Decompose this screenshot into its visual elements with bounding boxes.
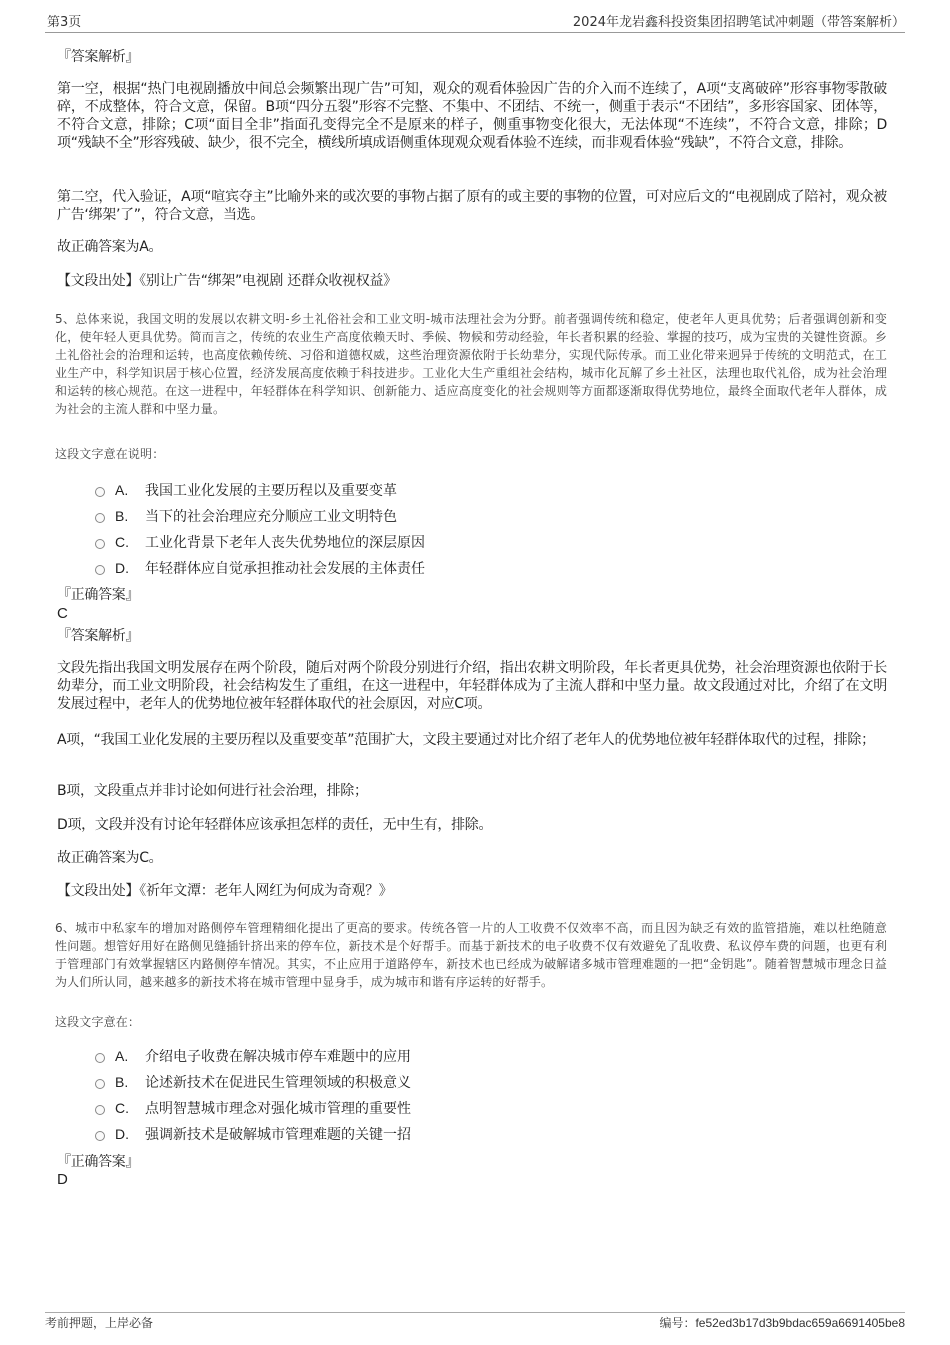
- analysis-label: 『答案解析』: [57, 49, 140, 65]
- radio-icon[interactable]: [95, 539, 105, 549]
- conclusion: 故正确答案为C。: [57, 850, 163, 866]
- option-b[interactable]: [95, 506, 397, 526]
- correct-answer-label: 『正确答案』: [57, 587, 140, 603]
- page-number: 第3页: [47, 15, 82, 30]
- option-c[interactable]: [95, 1098, 411, 1118]
- option-letter: A.: [115, 482, 129, 498]
- option-d[interactable]: [95, 1124, 411, 1144]
- source: 【文段出处】《祈年文潭：老年人网红为何成为奇观？》: [57, 883, 393, 899]
- option-d[interactable]: [95, 558, 425, 578]
- radio-icon[interactable]: [95, 1105, 105, 1115]
- source: 【文段出处】《别让广告“绑架”电视剧 还群众收视权益》: [57, 273, 397, 289]
- option-text: 当下的社会治理应充分顺应工业文明特色: [145, 509, 397, 525]
- analysis-paragraph: D项，文段并没有讨论年轻群体应该承担怎样的责任，无中生有，排除。: [57, 817, 493, 833]
- option-a[interactable]: [95, 1046, 411, 1066]
- footer-divider: [45, 1312, 905, 1313]
- analysis-paragraph: 第二空，代入验证，A项“喧宾夺主”比喻外来的或次要的事物占据了原有的或主要的事物的位置，可对应后文的“电视剧成了陪衬，观众被广告‘绑架’了”，符合文意，当选。: [57, 189, 887, 223]
- option-text: 年轻群体应自觉承担推动社会发展的主体责任: [145, 561, 425, 577]
- radio-icon[interactable]: [95, 513, 105, 523]
- option-text: 我国工业化发展的主要历程以及重要变革: [145, 483, 397, 499]
- correct-answer-label: 『正确答案』: [57, 1154, 140, 1170]
- option-letter: A.: [115, 1048, 129, 1064]
- option-a[interactable]: [95, 480, 397, 500]
- analysis-paragraph: 文段先指出我国文明发展存在两个阶段，随后对两个阶段分别进行介绍，指出农耕文明阶段，年长者更具优势，社会治理资源也依附于长幼辈分，而工业文明阶段，社会结构发生了重组，在这一进程中，年轻群体成为了主流人群和中坚力量。故文段通过对比，介绍了在文明发展过程中，老年人的优势地位被年轻群体取代的社会原因，对应C项。: [57, 660, 887, 712]
- question-prompt: 这段文字意在：: [55, 1015, 141, 1029]
- conclusion: 故正确答案为A。: [57, 239, 163, 255]
- header-divider: [45, 32, 905, 33]
- radio-icon[interactable]: [95, 565, 105, 575]
- correct-answer: C: [57, 605, 68, 622]
- radio-icon[interactable]: [95, 1053, 105, 1063]
- question-stem: 5、总体来说，我国文明的发展以农耕文明-乡土礼俗社会和工业文明-城市法理社会为分野。前者强调传统和稳定，使老年人更具优势；后者强调创新和变化，使年轻人更具优势。简而言之，传统的农业生产高度依赖天时、季候、物候和劳动经验，年长者积累的经验、掌握的技巧，成为宝贵的关键性资源。乡土礼俗社会的治理和运转，也高度依赖传统、习俗和道德权威，这些治理资源依附于长幼辈分，实现代际传承。而工业化带来迥异于传统的文明范式，在工业生产中，科学知识居于核心位置，经济发展高度依赖于科技进步。工业化大生产重组社会结构，城市化瓦解了乡土社区，法理也取代礼俗，成为社会治理和运转的核心规范。在这一进程中，年轻群体在科学知识、创新能力、适应高度变化的社会规则等方面都逐渐取得优势地位，最终全面取代老年人群体，成为社会的主流人群和中坚力量。: [55, 312, 887, 416]
- option-text: 介绍电子收费在解决城市停车难题中的应用: [145, 1049, 411, 1065]
- question-prompt: 这段文字意在说明：: [55, 447, 165, 461]
- document-id: 编号：fe52ed3b17d3b9bdac659a6691405be8: [659, 1316, 905, 1330]
- option-c[interactable]: [95, 532, 425, 552]
- option-text: 点明智慧城市理念对强化城市管理的重要性: [145, 1101, 411, 1117]
- analysis-paragraph: B项，文段重点并非讨论如何进行社会治理，排除；: [57, 783, 368, 799]
- option-letter: D.: [115, 1126, 129, 1142]
- option-letter: D.: [115, 560, 129, 576]
- radio-icon[interactable]: [95, 487, 105, 497]
- option-text: 论述新技术在促进民生管理领域的积极意义: [145, 1075, 411, 1091]
- analysis-paragraph: A项，“我国工业化发展的主要历程以及重要变革”范围扩大，文段主要通过对比介绍了老年人的优势地位被年轻群体取代的过程，排除；: [57, 732, 875, 748]
- option-letter: C.: [115, 1100, 129, 1116]
- option-text: 强调新技术是破解城市管理难题的关键一招: [145, 1127, 411, 1143]
- analysis-paragraph: 第一空，根据“热门电视剧播放中间总会频繁出现广告”可知，观众的观看体验因广告的介入而不连续了，A项“支离破碎”形容事物零散破碎，不成整体，符合文意，保留。B项“四分五裂”形容不完整、不集中、不团结、不统一，侧重于表示“不团结”，多形容国家、团体等，不符合文意，排除；C项“面目全非”指面孔变得完全不是原来的样子，侧重事物变化很大，无法体现“不连续”，不符合文意，排除；D项“残缺不全”形容残破、缺少，很不完全，横线所填成语侧重体现观众观看体验不连续，而非观看体验“残缺”，不符合文意，排除。: [57, 81, 887, 151]
- option-letter: B.: [115, 508, 129, 524]
- question-stem: 6、城市中私家车的增加对路侧停车管理精细化提出了更高的要求。传统各管一片的人工收费不仅效率不高，而且因为缺乏有效的监管措施，难以杜绝随意性问题。想管好用好在路侧见缝插针挤出来的停车位，新技术是个好帮手。而基于新技术的电子收费不仅有效避免了乱收费、私议停车费的问题，也更有利于管理部门有效掌握辖区内路侧停车情况。其实，不止应用于道路停车，新技术也已经成为破解诸多城市管理难题的一把“金钥匙”。随着智慧城市理念日益为人们所认同，越来越多的新技术将在城市管理中显身手，成为城市和谐有序运转的好帮手。: [55, 921, 887, 989]
- radio-icon[interactable]: [95, 1131, 105, 1141]
- option-b[interactable]: [95, 1072, 411, 1092]
- option-text: 工业化背景下老年人丧失优势地位的深层原因: [145, 535, 425, 551]
- document-title: 2024年龙岩鑫科投资集团招聘笔试冲刺题（带答案解析）: [572, 15, 905, 30]
- option-letter: C.: [115, 534, 129, 550]
- correct-answer: D: [57, 1171, 68, 1188]
- option-letter: B.: [115, 1074, 129, 1090]
- footer-slogan: 考前押题，上岸必备: [45, 1316, 154, 1330]
- radio-icon[interactable]: [95, 1079, 105, 1089]
- analysis-label: 『答案解析』: [57, 628, 140, 644]
